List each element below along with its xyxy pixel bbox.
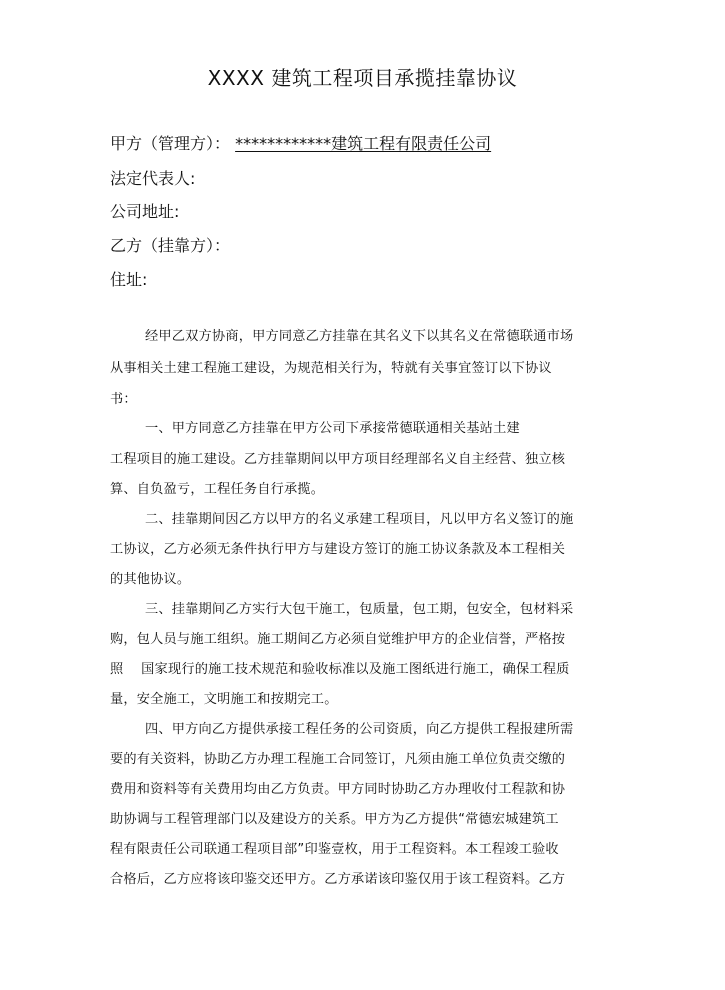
residence-label: 住址:: [110, 270, 148, 289]
body-line: 程有限责任公司联通工程项目部”印鉴壹枚，用于工程资料。本工程竣工验收: [110, 842, 559, 857]
body-line: 的其他协议。: [110, 572, 191, 587]
clause-4-line: 四、甲方向乙方提供承接工程任务的公司资质，向乙方提供工程报建所需: [145, 722, 574, 737]
party-a-line: [110, 134, 491, 154]
clause-2-line: 二、挂靠期间因乙方以甲方的名义承建工程项目，凡以甲方名义签订的施: [145, 512, 574, 527]
legal-representative-label: 法定代表人:: [110, 169, 196, 188]
body-line: 费用和资料等有关费用均由乙方负责。甲方同时协助乙方办理收付工程款和协: [110, 782, 566, 797]
document-title: XXXX 建筑工程项目承揽挂靠协议: [207, 66, 518, 90]
body-line: 合格后，乙方应将该印鉴交还甲方。乙方承诺该印鉴仅用于该工程资料。乙方: [110, 872, 566, 887]
party-a-label: 甲方（管理方）：: [110, 134, 231, 153]
body-line: 量，安全施工，文明施工和按期完工。: [110, 692, 338, 707]
body-line: 算、自负盈亏，工程任务自行承揽。: [110, 482, 325, 497]
body-line: 书：: [110, 392, 137, 407]
body-line: 工程项目的施工建设。乙方挂靠期间以甲方项目经理部名义自主经营、独立核: [110, 452, 566, 467]
clause-3-line: 三、挂靠期间乙方实行大包干施工，包质量，包工期，包安全，包材料采: [145, 602, 574, 617]
party-b-label: 乙方（挂靠方）：: [110, 236, 231, 255]
body-line: 照 国家现行的施工技术规范和验收标准以及施工图纸进行施工，确保工程质: [110, 662, 570, 677]
body-line: 要的有关资料，协助乙方办理工程施工合同签订，凡须由施工单位负责交缴的: [110, 752, 566, 767]
body-line: 购，包人员与施工组织。施工期间乙方必须自觉维护甲方的企业信誉，严格按: [110, 632, 566, 647]
body-line: 助协调与工程管理部门以及建设方的关系。甲方为乙方提供“常德宏城建筑工: [110, 812, 559, 827]
company-address-label: 公司地址:: [110, 202, 180, 221]
clause-1-line: 一、甲方同意乙方挂靠在甲方公司下承接常德联通相关基站土建: [145, 421, 520, 436]
party-a-value: ************建筑工程有限责任公司: [235, 134, 492, 153]
body-line: 从事相关土建工程施工建设，为规范相关行为，特就有关事宜签订以下协议: [110, 361, 552, 376]
body-line: 工协议，乙方必须无条件执行甲方与建设方签订的施工协议条款及本工程相关: [110, 542, 566, 557]
body-line: 经甲乙双方协商，甲方同意乙方挂靠在其名义下以其名义在常德联通市场: [145, 329, 574, 344]
